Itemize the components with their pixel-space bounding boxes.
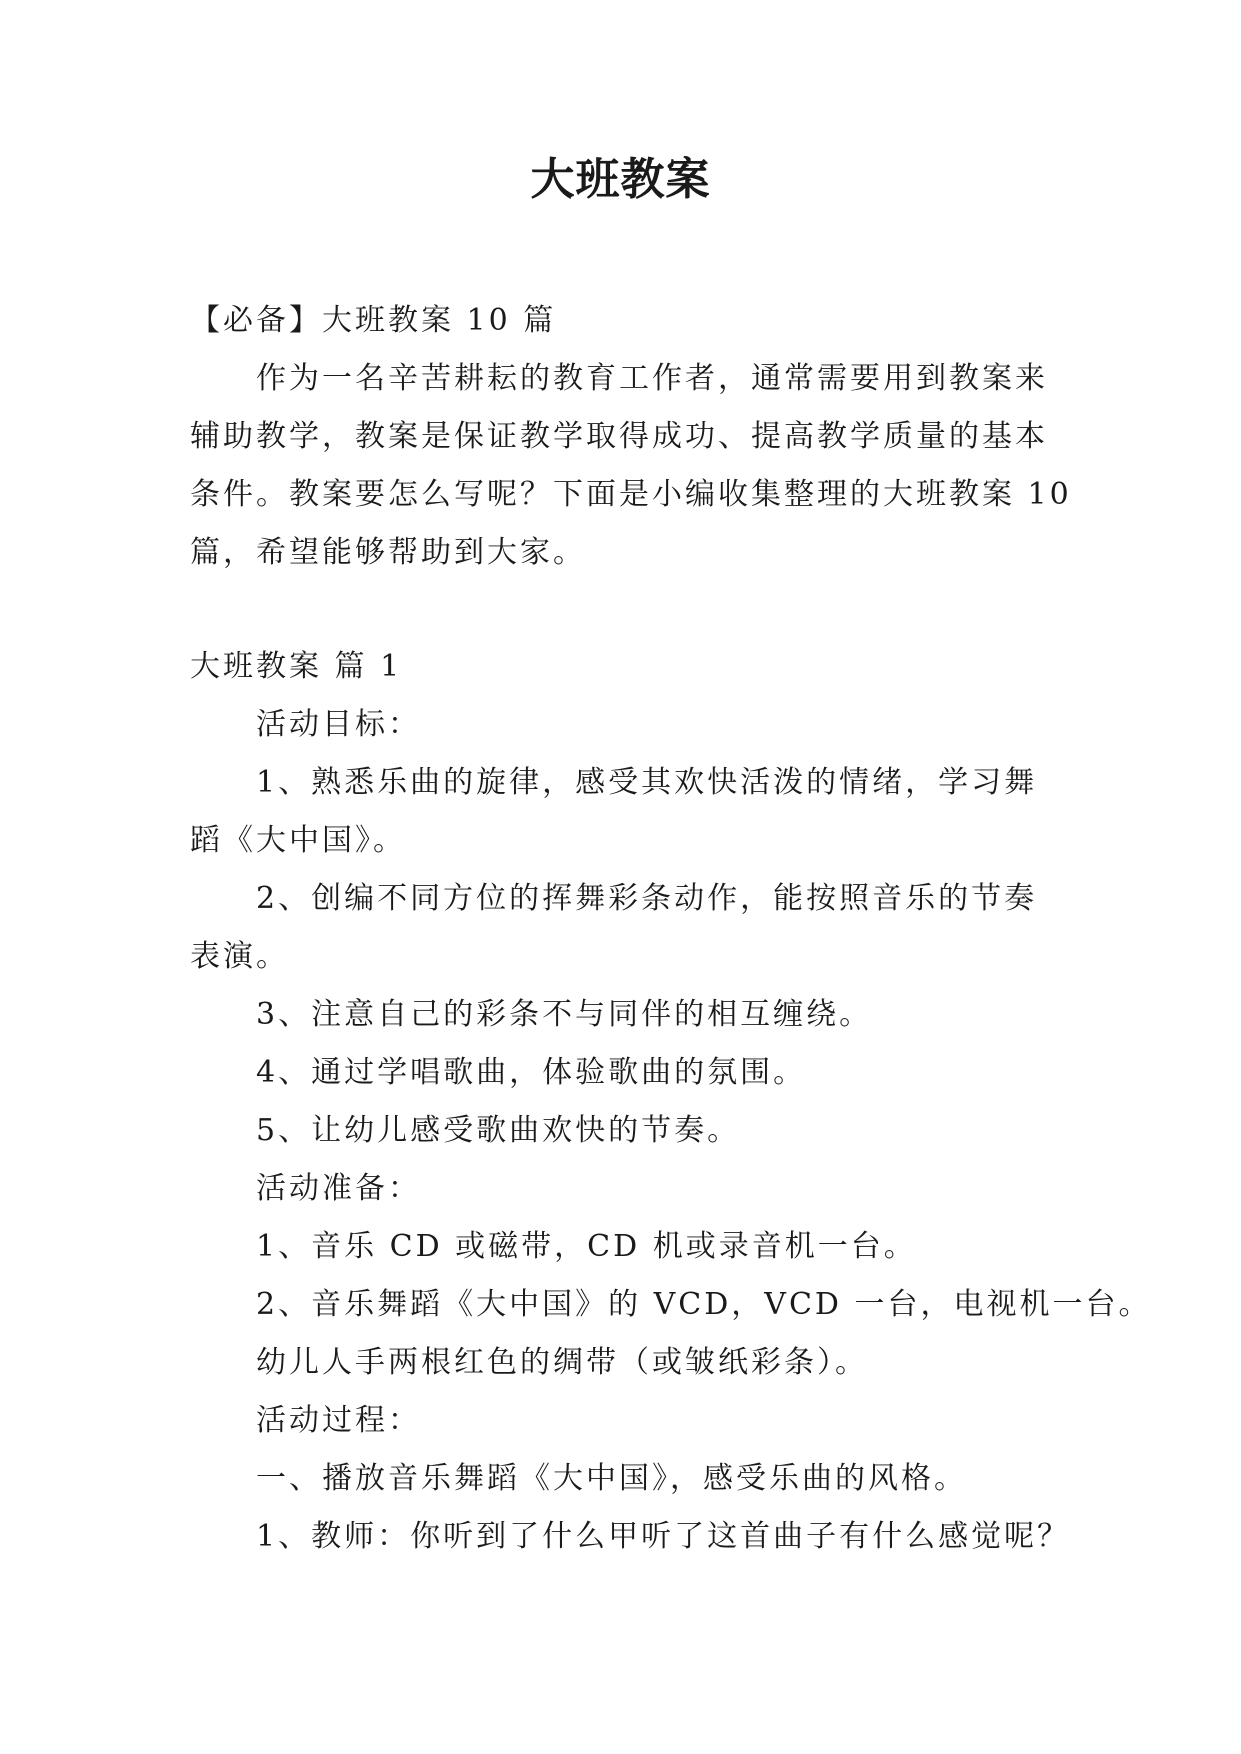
paragraph-line: 2、音乐舞蹈《大中国》的 VCD，VCD 一台，电视机一台。 (256, 1287, 1152, 1322)
paragraph-line: 蹈《大中国》。 (190, 823, 406, 858)
paragraph-line: 篇，希望能够帮助到大家。 (190, 535, 586, 570)
paragraph-line: 一、播放音乐舞蹈《大中国》，感受乐曲的风格。 (256, 1461, 967, 1496)
subheading-preparation: 活动准备： (256, 1171, 421, 1206)
document-title: 大班教案 (530, 154, 711, 205)
subheading-goals: 活动目标： (256, 707, 421, 742)
section-heading: 大班教案 篇 1 (190, 649, 403, 684)
paragraph-line: 辅助教学，教案是保证教学取得成功、提高教学质量的基本 (190, 419, 1048, 454)
paragraph-line: 4、通过学唱歌曲，体验歌曲的氛围。 (256, 1055, 807, 1090)
paragraph-line: 作为一名辛苦耕耘的教育工作者，通常需要用到教案来 (256, 361, 1048, 396)
paragraph-line: 条件。教案要怎么写呢？下面是小编收集整理的大班教案 10 (190, 477, 1072, 512)
subheading-process: 活动过程： (256, 1403, 421, 1438)
document-body (190, 292, 1152, 1566)
intro-heading: 【必备】大班教案 10 篇 (190, 303, 557, 338)
paragraph-line: 1、熟悉乐曲的旋律，感受其欢快活泼的情绪，学习舞 (256, 765, 1038, 800)
paragraph-line: 3、注意自己的彩条不与同伴的相互缠绕。 (256, 997, 873, 1032)
paragraph-line: 幼儿人手两根红色的绸带（或皱纸彩条）。 (256, 1345, 868, 1380)
paragraph-line: 5、让幼儿感受歌曲欢快的节奏。 (256, 1113, 741, 1148)
paragraph-line: 表演。 (190, 939, 289, 974)
paragraph-line: 1、音乐 CD 或磁带，CD 机或录音机一台。 (256, 1229, 917, 1264)
section-gap (190, 582, 1050, 638)
paragraph-line: 1、教师：你听到了什么甲听了这首曲子有什么感觉呢？ (256, 1519, 1071, 1554)
paragraph-line: 2、创编不同方位的挥舞彩条动作，能按照音乐的节奏 (256, 881, 1038, 916)
